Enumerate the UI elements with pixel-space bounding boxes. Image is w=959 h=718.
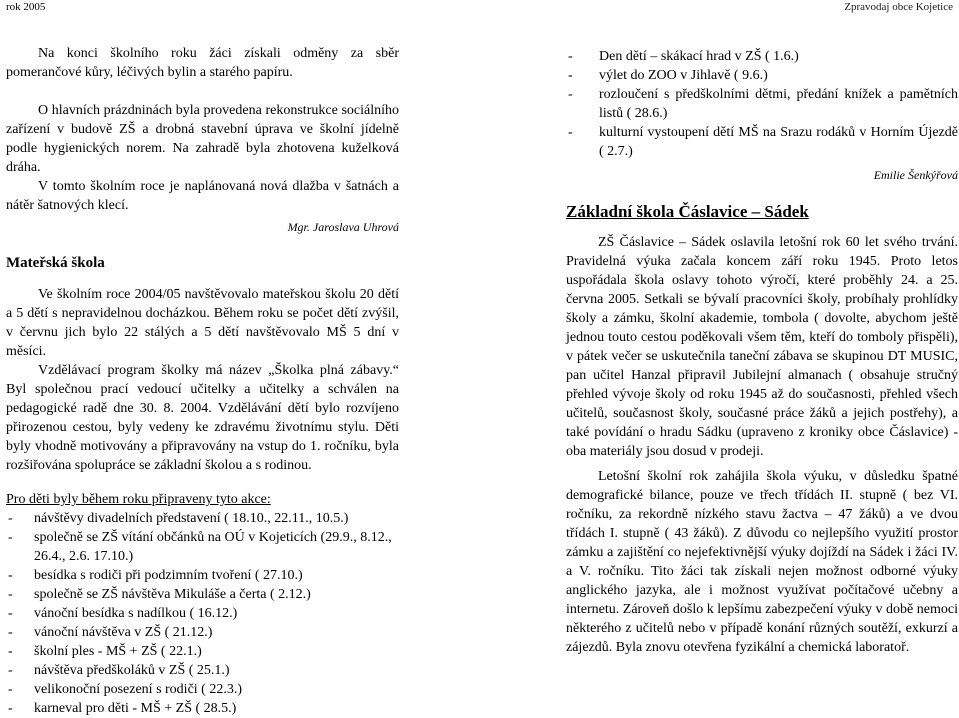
paragraph-attendance: Ve školním roce 2004/05 navštěvovalo mateřskou školu 20 dětí a 5 dětí s nepravidelnou docházkou. Během roku se počet dětí zvýšil, v červnu jich bylo 22 stálých a 5 dětí navštěvovalo MŠ 5 dní v měsíci.	[6, 287, 399, 359]
right-column	[566, 47, 958, 657]
header-publication: Zpravodaj obce Kojetice	[844, 1, 953, 13]
paragraph-program: Vzdělávací program školky má název „Školka plná zábavy.“ Byl společnou prací vedoucí učitelky a učitelky a schválen na pedagogické radě dne 30. 8. 2004. Vzdělávání dětí bylo rozvíjeno přirozenou cestou, byly vedeny ke zdravému životnímu stylu. Děti byly vhodně motivovány a připravovány na vstup do 1. ročníku, byla rozšiřována spolupráce se základní školou a s rodinou.	[6, 363, 399, 473]
signature-senkyrova: Emilie Šenkýřová	[873, 168, 958, 182]
list-item: - rozloučení s předškolními dětmi, předání knížek a pamětních listů ( 28.6.)	[566, 85, 958, 123]
header-year: rok 2005	[6, 1, 46, 13]
list-item: - velikonoční posezení s rodiči ( 22.3.)	[6, 680, 399, 699]
list-item: - Den dětí – skákací hrad v ZŠ ( 1.6.)	[566, 47, 958, 66]
page-header	[6, 0, 953, 14]
paragraph-reconstruction: O hlavních prázdninách byla provedena rekonstrukce sociálního zařízení v budově ZŠ a drobná stavební úprava ve školní jídelně podle hygienických norem. Na zahradě byla zhotovena kuželková dráha.	[6, 103, 399, 175]
heading-zakladni-skola: Základní škola Čáslavice – Sádek	[566, 202, 809, 221]
paragraph-rewards: Na konci školního roku žáci získali odměny za sběr pomerančové kůry, léčivých bylin a starého papíru.	[6, 46, 399, 80]
list-item: - besídka s rodiči při podzimním tvoření ( 27.10.)	[6, 566, 399, 585]
list-item: - karneval pro děti - MŠ + ZŠ ( 28.5.)	[6, 699, 399, 718]
paragraph-plans: V tomto školním roce je naplánovaná nová dlažba v šatnách a nátěr šatnových klecí.	[6, 179, 399, 213]
list-item: - vánoční besídka s nadílkou ( 16.12.)	[6, 604, 399, 623]
heading-materska-skola: Mateřská škola	[6, 255, 105, 271]
list-item: - vánoční návštěva v ZŠ ( 21.12.)	[6, 623, 399, 642]
events-list-continued	[566, 47, 958, 161]
list-item: - výlet do ZOO v Jihlavě ( 9.6.)	[566, 66, 958, 85]
left-column	[6, 44, 399, 718]
paragraph-anniversary: ZŠ Čáslavice – Sádek oslavila letošní rok 60 let svého trvání. Pravidelná výuka začala koncem září roku 1945. Proto letos uspořádala škola oslavy tohoto výročí, které proběhly 24. a 25. června 2005. Setkali se bývalí pracovníci školy, probíhaly prohlídky školy a zámku, školní akademie, tombola ( dovolte, abychom ještě jednou touto cestou poděkovali všem těm, kteří do tomboly přispěli), v pátek večer se uskutečnila taneční zábava se skupinou DT MUSIC, pan učitel Hanzal připravil Jubilejní almanach ( obsahuje stručný přehled vývoje školy od roku 1945 až do současnosti, přehled všech učitelů, současnost školy, současné práce žáků a jejich postřehy), a také povídání o hradu Sádku (upraveno z kroniky obce Čáslavice) - oba materiály jsou dosud v prodeji.	[566, 235, 958, 459]
list-item: - společně se ZŠ návštěva Mikuláše a čerta ( 2.12.)	[6, 585, 399, 604]
paragraph-school-year: Letošní školní rok zahájila škola výuku, v důsledku špatné demografické bilance, pouze ve třech třídách II. stupně ( bez VI. ročníku, za rekordně nízkého stavu žactva – 47 žáků) a ve dvou třídách I. stupně ( 43 žáků). Z důvodu co nejlepšího využití prostor zámku a zajištění co nejefektivnější výuky dojíždí na Sádek i žáci IV. a V. ročníku. Tito žáci tak získali nejen možnost odborné výuky anglického jazyka, ale i možnost využívat počítačové učebny a internetu. Zároveň došlo k lepšímu zabezpečení výuky v době nemoci některého z učitelů nebo v případě konání různých soutěží, exkurzí a zájezdů. Byla znovu otevřena fyzikální a chemická laboratoř.	[566, 469, 958, 655]
list-item: - školní ples - MŠ + ZŠ ( 22.1.)	[6, 642, 399, 661]
signature-uhrova: Mgr. Jaroslava Uhrová	[287, 220, 399, 234]
events-intro: Pro děti byly během roku připraveny tyto akce:	[6, 492, 271, 507]
list-item: - kulturní vystoupení dětí MŠ na Srazu rodáků v Horním Újezdě ( 2.7.)	[566, 123, 958, 161]
list-item: - návštěva předškoláků v ZŠ ( 25.1.)	[6, 661, 399, 680]
list-item: - společně se ZŠ vítání občánků na OÚ v Kojeticích (29.9., 8.12., 26.4., 2.6. 17.10.)	[6, 528, 399, 566]
events-list	[6, 509, 399, 718]
list-item: - návštěvy divadelních představení ( 18.10., 22.11., 10.5.)	[6, 509, 399, 528]
